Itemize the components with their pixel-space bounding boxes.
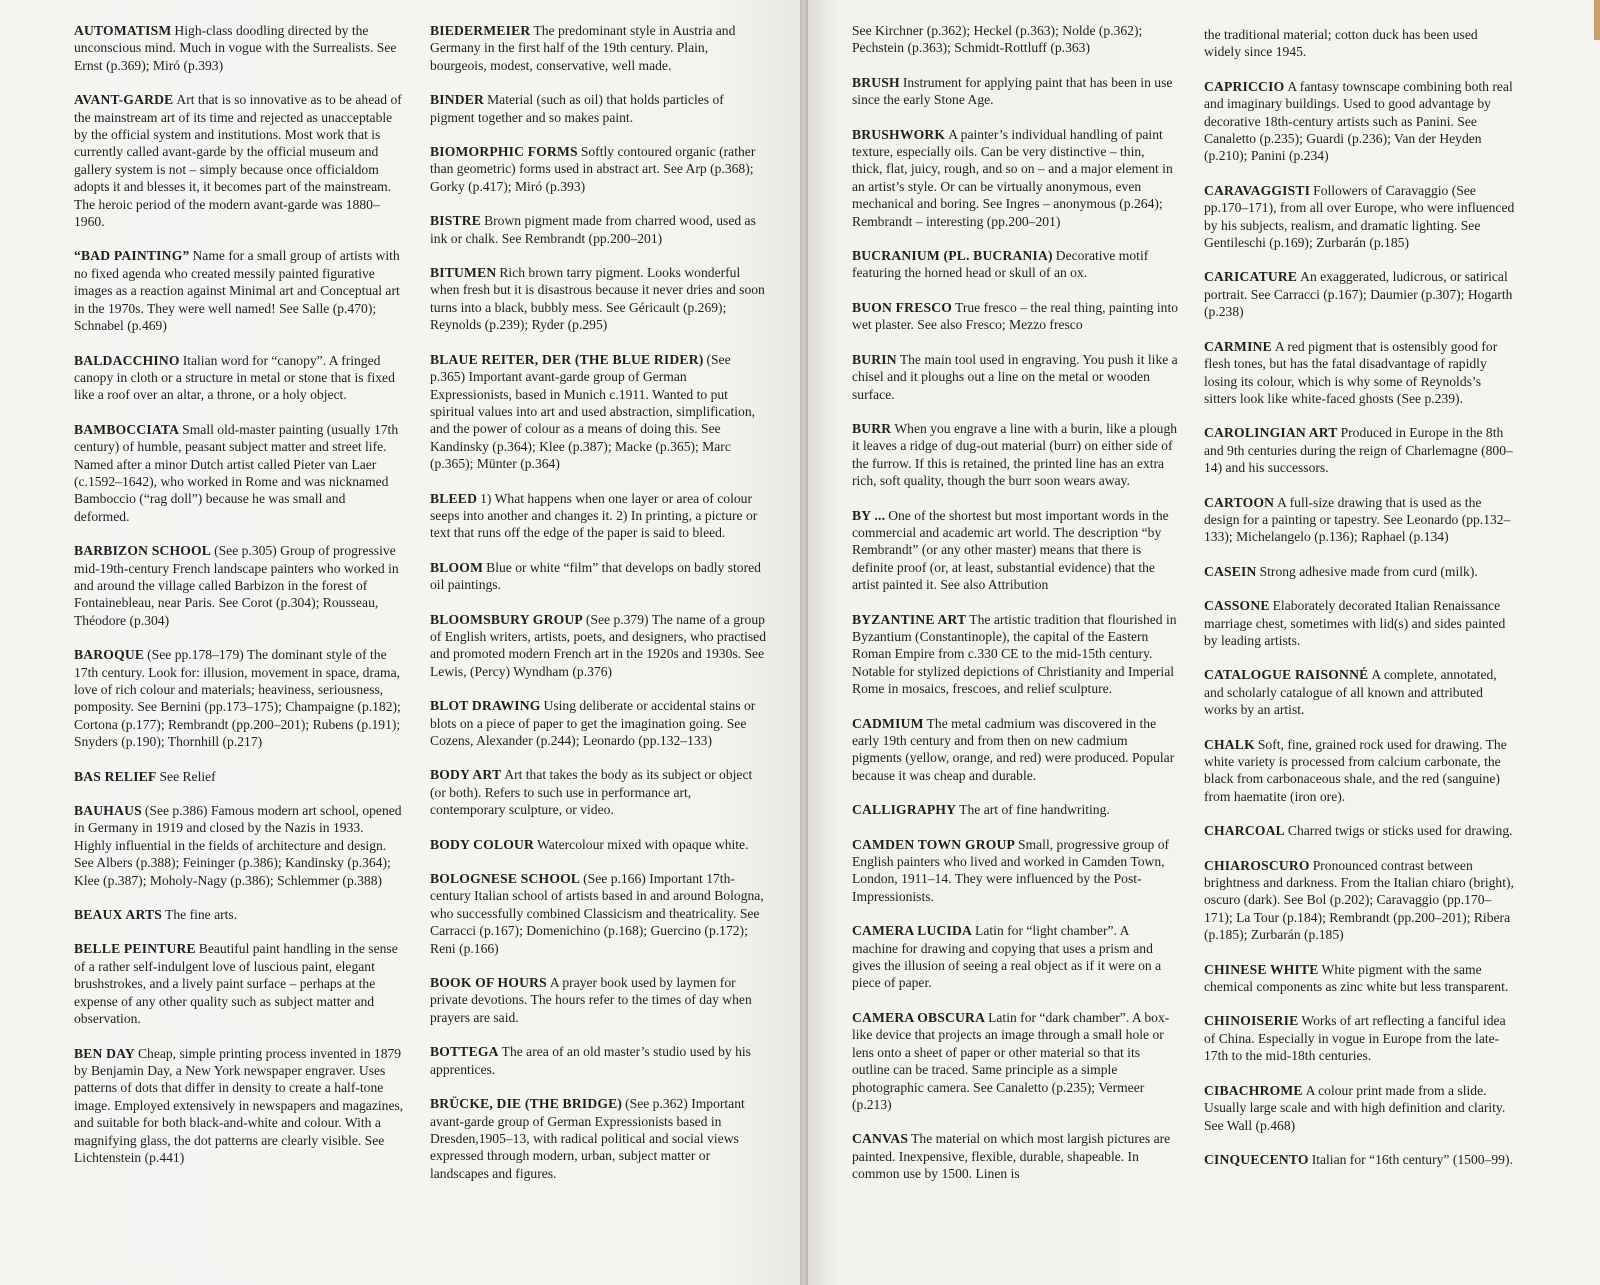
entry-term: BRUSHWORK xyxy=(852,126,946,142)
glossary-entry xyxy=(430,490,766,542)
glossary-entry xyxy=(74,22,404,74)
glossary-entry xyxy=(430,611,766,681)
entry-definition: The metal cadmium was discovered in the early 19th century and from then on new cadmium pigments (yellow, orange, and red) were produced. Popular because it was cheap and durable. xyxy=(852,715,1175,783)
entry-term: CHINESE WHITE xyxy=(1204,961,1319,977)
entry-term: BRUSH xyxy=(852,74,900,90)
entry-term: CARICATURE xyxy=(1204,269,1298,285)
entry-definition: the traditional material; cotton duck has been used widely since 1945. xyxy=(1204,27,1478,60)
entry-term: CINQUECENTO xyxy=(1204,1151,1309,1167)
entry-term: BAMBOCCIATA xyxy=(74,421,180,437)
glossary-entry xyxy=(1204,736,1516,806)
glossary-entry xyxy=(1204,182,1516,252)
entry-definition: Followers of Caravaggio (See pp.170–171), from all over Europe, who were influenced by his subjects, realism, and dramatic lighting. See Gentileschi (p.169); Zurbarán (p.185) xyxy=(1204,182,1515,251)
glossary-entry xyxy=(430,1043,766,1078)
entry-term: BAROQUE xyxy=(74,647,145,663)
entry-term: “BAD PAINTING” xyxy=(74,248,190,264)
entry-term: BINDER xyxy=(430,92,485,108)
entry-definition: Latin for “dark chamber”. A box-like device that projects an image through a small hole or lens onto a sheet of paper or other material so that its outline can be traced. Same principle as a simple photographic camera. See Canaletto (p.235); Vermeer (p.213) xyxy=(852,1009,1170,1112)
entry-definition: (See p.305) Group of progressive mid-19th-century French landscape painters who worked in and around the village called Barbizon in the forest of Fontainebleau, near Paris. See Corot (p.304); Rousseau, Théodore (p.304) xyxy=(74,543,399,628)
entry-definition: 1) What happens when one layer or area of colour seeps into another and changes it. 2) In printing, a picture or text that runs off the edge of the paper is said to bleed. xyxy=(430,490,758,541)
right-page-column-2 xyxy=(1204,26,1516,1185)
entry-term: BLEED xyxy=(430,490,478,506)
glossary-entry xyxy=(74,768,404,785)
glossary-entry xyxy=(430,351,766,473)
entry-term: CADMIUM xyxy=(852,715,924,731)
entry-definition: A fantasy townscape combining both real and imaginary buildings. Used to good advantage by decorative 18th-century artists such as Panini. See Canaletto (p.235); Guardi (p.236); Van der Heyden (p.210); Panini (p.234) xyxy=(1204,78,1513,164)
entry-definition: Brown pigment made from charred wood, used as ink or chalk. See Rembrandt (pp.200–201) xyxy=(430,213,756,246)
entry-definition: Italian for “16th century” (1500–99). xyxy=(1311,1151,1513,1167)
glossary-entry xyxy=(74,247,404,334)
entry-term: AUTOMATISM xyxy=(74,23,172,38)
glossary-entry xyxy=(74,802,404,889)
entry-term: CANVAS xyxy=(852,1131,909,1147)
glossary-entry xyxy=(852,126,1178,230)
entry-term: BEN DAY xyxy=(74,1045,135,1061)
entry-term: CHALK xyxy=(1204,736,1255,752)
entry-definition: An exaggerated, ludicrous, or satirical portrait. See Carracci (p.167); Daumier (p.307); Hogarth (p.238) xyxy=(1204,269,1513,320)
entry-definition: Watercolour mixed with opaque white. xyxy=(537,836,749,852)
entry-term: CAMERA LUCIDA xyxy=(852,923,973,939)
entry-term: BY ... xyxy=(852,507,886,523)
glossary-entry xyxy=(430,870,766,957)
entry-definition: Latin for “light chamber”. A machine for drawing and copying that uses a prism and gives the illusion of seeing a real object as if it were on a piece of paper. xyxy=(852,923,1162,991)
glossary-entry xyxy=(852,1130,1178,1182)
entry-term: BLOOM xyxy=(430,559,484,575)
entry-definition: A colour print made from a slide. Usually large scale and with high definition and clarity. See Wall (p.468) xyxy=(1204,1082,1506,1133)
glossary-entry xyxy=(430,697,766,749)
glossary-entry xyxy=(852,611,1178,698)
entry-term: CATALOGUE RAISONNÉ xyxy=(1204,667,1369,683)
entry-definition: Works of art reflecting a fanciful idea of China. Especially in vogue in Europe from the late-17th to the mid-18th centuries. xyxy=(1204,1013,1506,1064)
entry-definition: A red pigment that is ostensibly good for flesh tones, but has the fatal disadvantage of rapidly losing its colour, which is why some of Reynolds’s sitters look like white-faced ghosts (See p.239). xyxy=(1204,338,1498,406)
glossary-entry xyxy=(852,247,1178,282)
entry-definition: The material on which most largish pictures are painted. Inexpensive, flexible, durable, shapeable. In common use by 1500. Linen is xyxy=(852,1131,1171,1182)
entry-term: BOTTEGA xyxy=(430,1044,499,1060)
entry-term: BUON FRESCO xyxy=(852,299,953,315)
entry-definition: Name for a small group of artists with no fixed agenda who created messily painted figurative images as a reaction against Minimal art and Conceptual art in the 1970s. They were well named! See Salle (p.470); Schnabel (p.469) xyxy=(74,248,400,334)
glossary-entry xyxy=(74,906,404,923)
entry-definition: High-class doodling directed by the unconscious mind. Much in vogue with the Surrealists. See Ernst (p.369); Miró (p.393) xyxy=(74,23,397,73)
glossary-entry xyxy=(852,22,1178,57)
entry-term: CIBACHROME xyxy=(1204,1082,1303,1098)
entry-definition: Art that takes the body as its subject or object (or both). Refers to such use in performance art, contemporary sculpture, or video. xyxy=(430,767,753,818)
entry-term: CAROLINGIAN ART xyxy=(1204,425,1338,441)
entry-definition: (See p.379) The name of a group of English writers, artists, poets, and designers, who practised and promoted modern French art in the 1920s and 1930s. See Lewis, (Percy) Wyndham (p.376) xyxy=(430,611,767,679)
right-page-column-1 xyxy=(852,22,1178,1200)
entry-definition: When you engrave a line with a burin, like a plough it leaves a ridge of dug-out material (burr) on either side of the furrow. If this is retained, the printed line has an extra rich, soft quality, though the burr soon wears away. xyxy=(852,420,1178,489)
glossary-entry xyxy=(1204,26,1516,61)
entry-term: BLOT DRAWING xyxy=(430,698,541,714)
glossary-entry xyxy=(430,264,766,334)
entry-definition: The fine arts. xyxy=(165,907,238,923)
entry-term: BURIN xyxy=(852,351,897,367)
glossary-entry xyxy=(852,74,1178,109)
entry-term: AVANT-GARDE xyxy=(74,92,174,108)
entry-term: BAS RELIEF xyxy=(74,768,157,784)
entry-definition: Small old-master painting (usually 17th century) of humble, peasant subject matter and street life. Named after a minor Dutch artist called Pieter van Laer (c.1592–1642), who worked in Rome and was nicknamed Bamboccio (“rag doll”) because he was small and deformed. xyxy=(74,421,399,524)
entry-term: BOLOGNESE SCHOOL xyxy=(430,871,581,887)
entry-term: BARBIZON SCHOOL xyxy=(74,543,212,559)
entry-definition: A complete, annotated, and scholarly catalogue of all known and attributed works by an artist. xyxy=(1204,667,1497,718)
glossary-entry xyxy=(852,715,1178,785)
glossary-entry xyxy=(852,299,1178,334)
entry-term: CARAVAGGISTI xyxy=(1204,182,1311,198)
entry-term: BLOOMSBURY GROUP xyxy=(430,611,583,627)
entry-term: CARMINE xyxy=(1204,338,1272,354)
glossary-entry xyxy=(1204,1012,1516,1064)
book-gutter xyxy=(800,0,808,1285)
entry-term: CAPRICCIO xyxy=(1204,78,1285,94)
entry-definition: Charred twigs or sticks used for drawing. xyxy=(1287,823,1513,839)
entry-definition: The art of fine handwriting. xyxy=(959,802,1110,818)
glossary-entry xyxy=(430,143,766,195)
glossary-entry xyxy=(74,646,404,750)
entry-definition: See Relief xyxy=(159,768,216,784)
entry-definition: A prayer book used by laymen for private devotions. The hours refer to the times of day when prayers are said. xyxy=(430,975,752,1025)
entry-term: BRÜCKE, DIE (THE BRIDGE) xyxy=(430,1096,623,1112)
entry-term: BAUHAUS xyxy=(74,803,142,819)
glossary-entry xyxy=(1204,338,1516,408)
entry-definition: White pigment with the same chemical components as zinc white but less transparent. xyxy=(1204,961,1509,995)
glossary-entry xyxy=(430,91,766,126)
entry-definition: Rich brown tarry pigment. Looks wonderful when fresh but it is disastrous because it never dries and soon turns into a black, bubbly mess. See Géricault (p.269); Reynolds (p.239); Ryder (p.295) xyxy=(430,265,765,333)
entry-definition: Italian word for “canopy”. A fringed canopy in cloth or a structure in metal or stone that is fixed like a roof over an altar, a throne, or a holy object. xyxy=(74,352,395,403)
glossary-entry xyxy=(74,542,404,629)
glossary-entry xyxy=(852,801,1178,818)
entry-definition: Decorative motif featuring the horned head or skull of an ox. xyxy=(852,248,1149,281)
entry-definition: The main tool used in engraving. You push it like a chisel and it ploughs out a line on the metal or wooden surface. xyxy=(852,351,1178,402)
entry-definition: One of the shortest but most important words in the commercial and academic art world. The description “by Rembrandt” (or any other master) means that there is definite proof (or, at least, substantial evidence) that the artist painted it. See also Attribution xyxy=(852,507,1169,593)
glossary-entry xyxy=(1204,1082,1516,1134)
glossary-entry xyxy=(1204,822,1516,839)
entry-definition: See Kirchner (p.362); Heckel (p.363); Nolde (p.362); Pechstein (p.363); Schmidt-Rottluff (p.363) xyxy=(852,23,1143,56)
glossary-entry xyxy=(1204,597,1516,649)
entry-term: CAMDEN TOWN GROUP xyxy=(852,836,1016,852)
entry-definition: Soft, fine, grained rock used for drawing. The white variety is processed from calcium carbonate, the black from carbonaceous shale, and the red (sanguine) from haematite (iron ore). xyxy=(1204,736,1507,804)
entry-definition: A full-size drawing that is used as the design for a painting or tapestry. See Leonardo (pp.132–133); Michelangelo (p.136); Raphael (p.134) xyxy=(1204,494,1511,545)
entry-definition: Beautiful paint handling in the sense of a rather self-indulgent love of luscious paint, elegant brushstrokes, and a lively paint surface – perhaps at the expense of any other quality such as subject matter and observation. xyxy=(74,941,398,1027)
entry-term: BELLE PEINTURE xyxy=(74,941,196,957)
entry-term: BISTRE xyxy=(430,213,482,229)
entry-definition: (See p.166) Important 17th-century Italian school of artists based in and around Bologna, who successfully combined Classicism and theatricality. See Carracci (p.167); Domenichino (p.168); Guercino (p.172); Reni (p.166) xyxy=(430,871,764,956)
entry-term: BOOK OF HOURS xyxy=(430,975,547,991)
entry-term: CAMERA OBSCURA xyxy=(852,1009,986,1025)
glossary-entry xyxy=(74,91,404,230)
glossary-entry xyxy=(430,22,766,74)
entry-term: CARTOON xyxy=(1204,494,1275,510)
glossary-entry xyxy=(1204,961,1516,996)
page-edge-tab xyxy=(1594,0,1600,40)
entry-definition: Using deliberate or accidental stains or blots on a piece of paper to get the imagination going. See Cozens, Alexander (p.244); Leonardo (pp.132–133) xyxy=(430,698,756,748)
left-page-column-1 xyxy=(74,22,404,1183)
glossary-entry xyxy=(852,836,1178,906)
glossary-entry xyxy=(852,507,1178,594)
right-page xyxy=(808,0,1600,1285)
entry-term: BYZANTINE ART xyxy=(852,611,967,627)
entry-definition: The predominant style in Austria and Germany in the first half of the 19th century. Plain, bourgeois, modest, conservative, well made. xyxy=(430,23,736,73)
glossary-entry xyxy=(1204,424,1516,476)
entry-definition: A painter’s individual handling of paint texture, especially oils. Can be very distinctive – thin, thick, flat, juicy, rough, and so on – and a major element in an artist’s style. Or can be virtually anonymous, even mechanical and boring. See Ingres – anonymous (p.264); Rembrandt – interesting (pp.200–201) xyxy=(852,126,1173,229)
glossary-entry xyxy=(430,974,766,1026)
glossary-entry xyxy=(74,940,404,1027)
entry-definition: The area of an old master’s studio used by his apprentices. xyxy=(430,1044,751,1077)
glossary-entry xyxy=(430,212,766,247)
glossary-entry xyxy=(430,836,766,853)
glossary-entry xyxy=(1204,857,1516,944)
entry-term: CALLIGRAPHY xyxy=(852,802,957,818)
entry-term: BIEDERMEIER xyxy=(430,23,531,38)
entry-definition: Instrument for applying paint that has been in use since the early Stone Age. xyxy=(852,74,1173,108)
entry-term: BUCRANIUM (PL. BUCRANIA) xyxy=(852,248,1053,264)
entry-term: CASEIN xyxy=(1204,563,1257,579)
entry-term: BLAUE REITER, DER (THE BLUE RIDER) xyxy=(430,351,704,367)
entry-definition: Blue or white “film” that develops on badly stored oil paintings. xyxy=(430,559,761,593)
glossary-entry xyxy=(74,421,404,525)
glossary-entry xyxy=(74,352,404,404)
glossary-entry xyxy=(1204,494,1516,546)
glossary-entry xyxy=(1204,78,1516,165)
entry-definition: True fresco – the real thing, painting into wet plaster. See also Fresco; Mezzo fresco xyxy=(852,299,1179,333)
entry-definition: Produced in Europe in the 8th and 9th centuries during the reign of Charlemagne (800–14) and his successors. xyxy=(1204,425,1513,476)
entry-definition: Pronounced contrast between brightness and darkness. From the Italian chiaro (bright), oscuro (dark). See Bol (p.202); Caravaggio (pp.170–171); La Tour (p.184); Rembrandt (pp.200–201); Ribera (p.185); Zurbarán (p.185) xyxy=(1204,857,1514,943)
entry-term: BODY COLOUR xyxy=(430,836,535,852)
entry-definition: Softly contoured organic (rather than geometric) forms used in abstract art. See Arp (p.368); Gorky (p.417); Miró (p.393) xyxy=(430,144,756,194)
glossary-entry xyxy=(852,351,1178,403)
left-page-column-2 xyxy=(430,22,766,1199)
entry-definition: Small, progressive group of English painters who lived and worked in Camden Town, London, 1911–14. They were influenced by the Post-Impressionists. xyxy=(852,836,1170,904)
entry-definition: Art that is so innovative as to be ahead of the mainstream art of its time and rejected as unacceptable by the official system and institutions. Most work that is currently called avant-garde by the official museum and gallery system is not – simply because once officialdom adopts it and blesses it, it becomes part of the mainstream. The heroic period of the modern avant-garde was 1880–1960. xyxy=(74,92,402,230)
entry-term: CASSONE xyxy=(1204,598,1270,614)
entry-definition: (See p.362) Important avant-garde group of German Expressionists based in Dresden,1905–13, with radical political and social views expressed through modern, urban, subject matter or landscapes and figures. xyxy=(430,1096,745,1181)
glossary-entry xyxy=(1204,563,1516,580)
entry-term: BEAUX ARTS xyxy=(74,907,163,923)
entry-term: BALDACCHINO xyxy=(74,352,180,368)
glossary-entry xyxy=(1204,666,1516,718)
entry-definition: Strong adhesive made from curd (milk). xyxy=(1259,563,1478,579)
entry-term: BURR xyxy=(852,420,892,436)
entry-term: BIOMORPHIC FORMS xyxy=(430,144,578,160)
entry-definition: Material (such as oil) that holds particles of pigment together and so makes paint. xyxy=(430,92,724,125)
glossary-entry xyxy=(430,766,766,818)
entry-term: CHARCOAL xyxy=(1204,823,1285,839)
glossary-entry xyxy=(430,1095,766,1182)
glossary-entry xyxy=(1204,1151,1516,1168)
entry-term: CHINOISERIE xyxy=(1204,1013,1299,1029)
glossary-entry xyxy=(852,922,1178,992)
entry-definition: (See p.365) Important avant-garde group of German Expressionists, based in Munich c.1911. Wanted to put spiritual values into art and used abstraction, simplification, and the power of colour as a means of doing this. See Kandinsky (p.364); Klee (p.387); Macke (p.365); Marc (p.365); Münter (p.364) xyxy=(430,351,756,472)
entry-definition: (See pp.178–179) The dominant style of the 17th century. Look for: illusion, movement in space, drama, love of rich colour and materials; heaviness, seriousness, pomposity. See Bernini (pp.173–175); Champaigne (p.182); Cortona (p.177); Rembrandt (pp.200–201); Rubens (p.191); Snyders (p.190); Thornhill (p.217) xyxy=(74,647,401,750)
glossary-entry xyxy=(1204,268,1516,320)
entry-term: BODY ART xyxy=(430,767,502,783)
entry-definition: The artistic tradition that flourished in Byzantium (Constantinople), the capital of the Eastern Roman Empire from c.330 CE to the mid-15th century. Notable for stylized depictions of Christianity and Imperial Rome in mosaics, frescoes, and relief sculpture. xyxy=(852,611,1177,697)
glossary-entry xyxy=(430,559,766,594)
glossary-entry xyxy=(74,1045,404,1167)
entry-definition: Cheap, simple printing process invented in 1879 by Benjamin Day, a New York newspaper engraver. Uses patterns of dots that differ in density to create a half-tone image. Employed extensively in newspapers and magazines, and suitable for both black-and-white and colour. With a magnifying glass, the dot patterns are clearly visible. See Lichtenstein (p.441) xyxy=(74,1045,404,1165)
glossary-entry xyxy=(852,420,1178,490)
entry-definition: (See p.386) Famous modern art school, opened in Germany in 1919 and closed by the Nazis in 1933. Highly influential in the fields of architecture and design. See Albers (p.388); Feininger (p.386); Kandinsky (p.364); Klee (p.387); Moholy-Nagy (p.386); Schlemmer (p.388) xyxy=(74,803,402,888)
entry-definition: Elaborately decorated Italian Renaissance marriage chest, sometimes with lid(s) and sides painted by leading artists. xyxy=(1204,598,1506,648)
entry-term: CHIAROSCURO xyxy=(1204,857,1310,873)
entry-term: BITUMEN xyxy=(430,265,497,281)
glossary-entry xyxy=(852,1009,1178,1113)
